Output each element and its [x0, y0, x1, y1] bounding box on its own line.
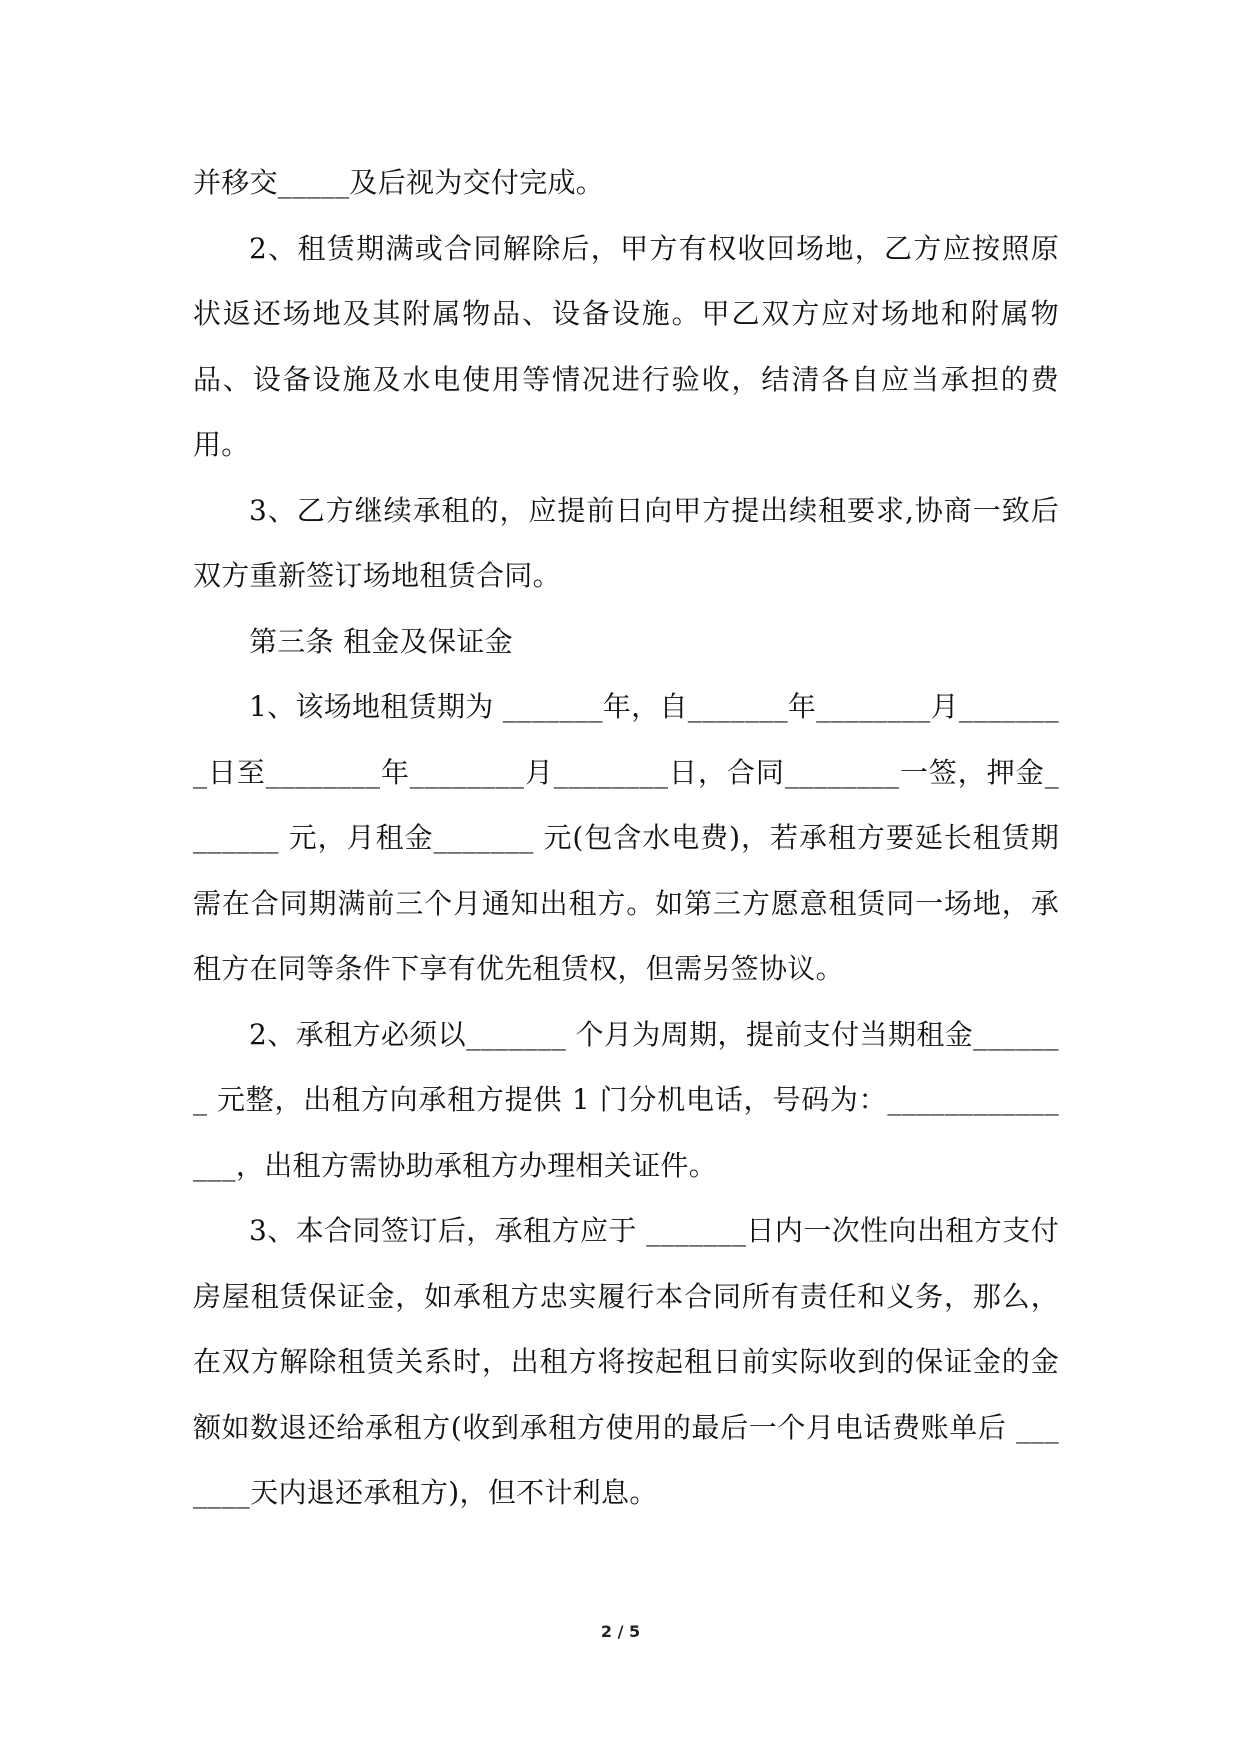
- page-number: 2 / 5: [600, 1622, 641, 1641]
- paragraph-return-site: 2、租赁期满或合同解除后，甲方有权收回场地，乙方应按照原状返还场地及其附属物品、设备设施。甲乙双方应对场地和附属物品、设备设施及水电使用等情况进行验收，结清各自应当承担的费用。: [193, 231, 1059, 461]
- paragraph-renewal: 3、乙方继续承租的，应提前日向甲方提出续租要求,协商一致后双方重新签订场地租赁合同。: [193, 493, 1059, 592]
- paragraph-handover-completion: 并移交_____及后视为交付完成。: [193, 166, 605, 199]
- paragraph-security-deposit: 3、本合同签订后，承租方应于 _______日内一次性向出租方支付房屋租赁保证金，如承租方忠实履行本合同所有责任和义务，那么，在双方解除租赁关系时，出租方将按起租日前实际收到的保证金的金额如数退还给承租方(收到承租方使用的最后一个月电话费账单后 _______天内退还承租方)，但不计利息。: [193, 1214, 1059, 1509]
- paragraph-lease-term: 1、该场地租赁期为 _______年，自_______年________月________日至________年________月________日，合同________一签，押金_______ 元，月租金_______ 元(包含水电费)，若承租方要延长租赁期需在合同期满前三个月通知出租方。如第三方愿意租赁同一场地，承租方在同等条件下享有优先租赁权，但需另签协议。: [193, 690, 1059, 985]
- paragraph-payment-cycle: 2、承租方必须以_______ 个月为周期，提前支付当期租金_______ 元整，出租方向承租方提供 1 门分机电话，号码为：_______________，出租方需协助承租方办理相关证件。: [193, 1017, 1059, 1182]
- section-heading-rent-deposit: 第三条 租金及保证金: [249, 624, 513, 658]
- document-body: [193, 150, 1059, 1526]
